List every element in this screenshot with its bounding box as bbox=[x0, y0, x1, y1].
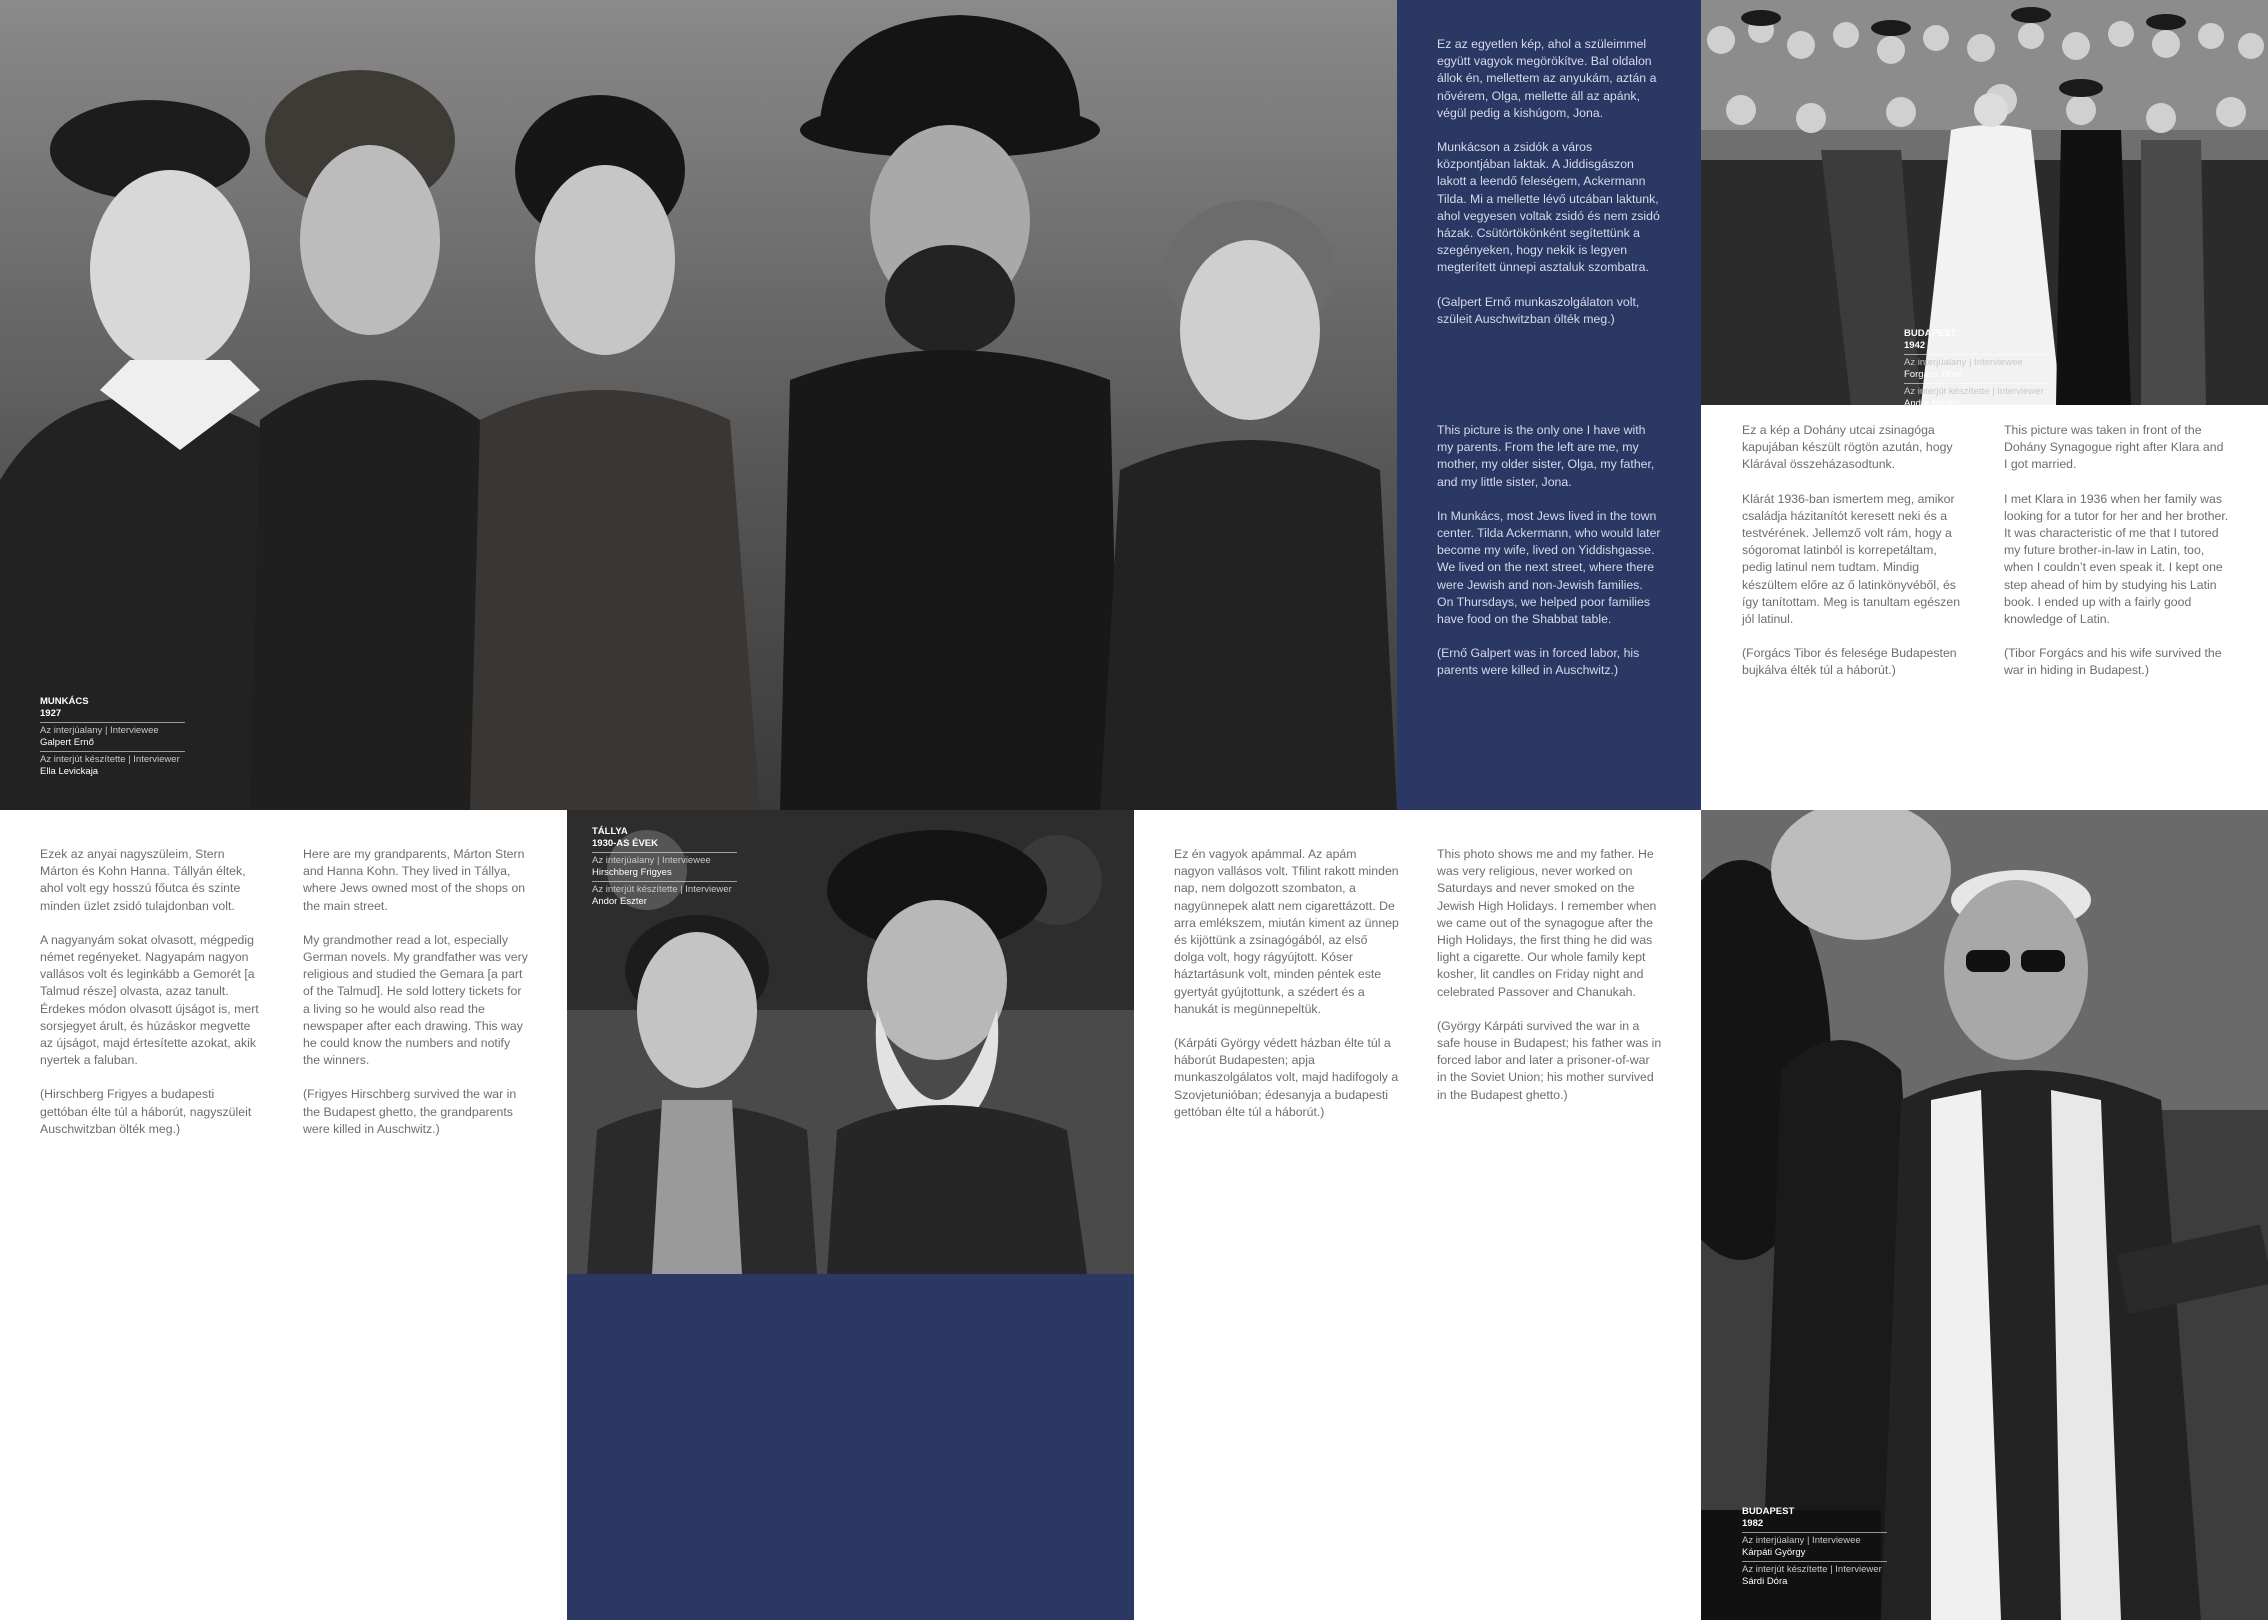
caption-year: 1930-AS ÉVEK bbox=[592, 837, 659, 849]
text-karpati-english bbox=[1437, 846, 1662, 1121]
text-forgacs-hungarian bbox=[1742, 422, 1967, 697]
paragraph: Ez én vagyok apámmal. Az apám nagyon vallásos volt. Tfilint rakott minden nap, nem dolgozott szombaton, a nagyünnepek alatt nem cigarettázott. De arra emlékszem, miután kiment az ünnep és kijöttünk a zsinagógából, az első dolga volt, hogy rágyújtott. Kóser háztartásunk volt, minden péntek este gyertyát gyújtottunk, a szédert és a hanukát is megünnepeltük. bbox=[1174, 847, 1399, 1016]
caption-budapest-1982 bbox=[1742, 1506, 1887, 1587]
caption-interviewee: Galpert Ernő bbox=[40, 736, 94, 748]
caption-divider bbox=[1742, 1532, 1887, 1533]
paragraph: (Frigyes Hirschberg survived the war in the Budapest ghetto, the grandparents were killed in Auschwitz.) bbox=[303, 1087, 517, 1136]
navy-panel-bottom bbox=[567, 1274, 1134, 1620]
caption-interviewer: Andor Eszter bbox=[592, 895, 647, 907]
paragraph: My grandmother read a lot, especially German novels. My grandfather was very religious and studied the Gemara [a part of the Talmud]. He sold lottery tickets for a living so he would also read the newspaper after each drawing. This way he could know the numbers and notify the winners. bbox=[303, 932, 528, 1068]
caption-interviewee-role: Az interjúalany | Interviewee bbox=[592, 855, 711, 866]
paragraph: This photo shows me and my father. He was very religious, never worked on Saturdays and never smoked on the Jewish High Holidays. I remember when we came out of the synagogue after the High Holidays, the first thing he did was light a cigarette. Our whole family kept kosher, lit candles on Friday night and celebrated Passover and Chanukah. bbox=[1437, 847, 1657, 999]
paragraph: Munkácson a zsidók a város központjában laktak. A Jiddisgászon lakott a leendő feleségem, Ackermann Tilda. Mi a mellette lévő utcában laktunk, ahol vegyesen voltak zsidó és nem zsidó házak. Csütörtökönként segítettünk a szegényeken, hogy nekik is legyen megterített ünnepi asztaluk szombatra. bbox=[1437, 140, 1660, 275]
caption-tallya bbox=[592, 826, 737, 907]
caption-budapest-1942 bbox=[1904, 328, 2049, 409]
man-with-tallit-image bbox=[1701, 810, 2268, 1620]
caption-interviewer: Sárdi Dóra bbox=[1742, 1575, 1788, 1587]
paragraph: This picture is the only one I have with my parents. From the left are me, my mother, my older sister, Olga, my father, and my little sister, Jona. bbox=[1437, 423, 1655, 489]
caption-divider bbox=[40, 722, 185, 723]
photo-munkacs-family bbox=[0, 0, 1397, 810]
caption-interviewer-role: Az interjút készítette | Interviewer bbox=[1904, 386, 2044, 397]
text-hirschberg-hungarian bbox=[40, 846, 265, 1155]
caption-interviewee-role: Az interjúalany | Interviewee bbox=[1904, 357, 2023, 368]
caption-place: BUDAPEST bbox=[1904, 328, 1957, 339]
paragraph: (Galpert Ernő munkaszolgálaton volt, szüleit Auschwitzban ölték meg.) bbox=[1437, 294, 1640, 326]
photo-budapest-1982 bbox=[1701, 810, 2268, 1620]
caption-interviewer-role: Az interjút készítette | Interviewer bbox=[592, 884, 732, 895]
caption-divider bbox=[1904, 354, 2049, 355]
text-hirschberg-english bbox=[303, 846, 528, 1155]
paragraph: In Munkács, most Jews lived in the town center. Tilda Ackermann, who would later become my wife, lived on Yiddishgasse. We lived on the next street, where there were Jewish and non-Jewish families. On Thursdays, we helped poor families have food on the Shabbat table. bbox=[1437, 508, 1661, 627]
caption-interviewer: Ella Levickaja bbox=[40, 765, 99, 777]
caption-munkacs bbox=[40, 696, 185, 777]
paragraph: (György Kárpáti survived the war in a safe house in Budapest; his father was in forced labor and later a prisoner-of-war in the Soviet Union; his mother survived in the Budapest ghetto.) bbox=[1437, 1018, 1662, 1102]
caption-divider bbox=[1904, 383, 2049, 384]
paragraph: This picture was taken in front of the Dohány Synagogue right after Klara and I got married. bbox=[2004, 423, 2224, 472]
caption-interviewee: Forgács Tibor bbox=[1904, 368, 1963, 380]
family-portrait-image bbox=[0, 0, 1397, 810]
caption-interviewer-role: Az interjút készítette | Interviewer bbox=[1742, 1564, 1882, 1575]
text-forgacs-english bbox=[2004, 422, 2229, 697]
caption-interviewee: Hirschberg Frigyes bbox=[592, 866, 672, 878]
paragraph: (Ernő Galpert was in forced labor, his parents were killed in Auschwitz.) bbox=[1437, 646, 1640, 678]
caption-interviewee-role: Az interjúalany | Interviewee bbox=[1742, 1535, 1861, 1546]
text-galpert-hungarian bbox=[1437, 36, 1662, 345]
paragraph: (Kárpáti György védett házban élte túl a háborút Budapesten; apja munkaszolgálatos volt, majd hadifogoly a Szovjetunióban; édesanyja a budapesti gettóban élte túl a háborút.) bbox=[1174, 1036, 1399, 1119]
caption-divider bbox=[40, 751, 185, 752]
paragraph: (Tibor Forgács and his wife survived the war in hiding in Budapest.) bbox=[2004, 646, 2222, 678]
caption-place: MUNKÁCS bbox=[40, 696, 89, 707]
caption-place: TÁLLYA bbox=[592, 826, 628, 837]
caption-interviewer-role: Az interjút készítette | Interviewer bbox=[40, 754, 180, 765]
caption-year: 1982 bbox=[1742, 1517, 1764, 1529]
text-galpert-english bbox=[1437, 422, 1662, 697]
paragraph: Ez az egyetlen kép, ahol a szüleimmel együtt vagyok megörökítve. Bal oldalon állok én, mellettem az anyukám, aztán a nővérem, Olga, mellette áll az apánk, végül pedig a kishúgom, Jona. bbox=[1437, 37, 1657, 120]
paragraph: (Hirschberg Frigyes a budapesti gettóban élte túl a háborút, nagyszüleit Auschwitzban ölték meg.) bbox=[40, 1087, 252, 1136]
paragraph: (Forgács Tibor és felesége Budapesten bujkálva élték túl a háborút.) bbox=[1742, 646, 1957, 678]
caption-interviewee-role: Az interjúalany | Interviewee bbox=[40, 725, 159, 736]
paragraph: Ez a kép a Dohány utcai zsinagóga kapujában készült rögtön azután, hogy Klárával összeházasodtunk. bbox=[1742, 423, 1953, 472]
text-karpati-hungarian bbox=[1174, 846, 1399, 1138]
caption-interviewer: Andor Mihály bbox=[1904, 397, 1960, 409]
caption-interviewee: Kárpáti György bbox=[1742, 1546, 1806, 1558]
paragraph: A nagyanyám sokat olvasott, mégpedig német regényeket. Nagyapám nagyon vallásos volt és leginkább a Gemorét [a Talmud része] olvasta, azaz tanult. Érdekes módon olvasott újságot is, mert sorsjegyet árult, és húzáskor megvette az újságot, majd értesítette azokat, akik nyertek a faluban. bbox=[40, 932, 259, 1068]
caption-divider bbox=[592, 852, 737, 853]
caption-divider bbox=[592, 881, 737, 882]
paragraph: I met Klara in 1936 when her family was looking for a tutor for her and her brother. It was characteristic of me that I tutored my future brother-in-law in Latin, too, when I couldn’t even speak it. I kept one step ahead of him by studying his Latin book. I ended up with a fairly good knowledge of Latin. bbox=[2004, 491, 2229, 627]
paragraph: Ezek az anyai nagyszüleim, Stern Márton és Kohn Hanna. Tállyán éltek, ahol volt egy hosszú főutca és szinte minden üzlet zsidó tulajdonban volt. bbox=[40, 847, 246, 913]
caption-year: 1927 bbox=[40, 707, 62, 719]
caption-place: BUDAPEST bbox=[1742, 1506, 1795, 1517]
caption-year: 1942 bbox=[1904, 339, 1926, 351]
caption-divider bbox=[1742, 1561, 1887, 1562]
paragraph: Here are my grandparents, Márton Stern and Hanna Kohn. They lived in Tállya, where Jews owned most of the shops on the main street. bbox=[303, 847, 526, 913]
paragraph: Klárát 1936-ban ismertem meg, amikor családja házitanítót keresett neki és a testvérének. Jellemző volt rám, hogy a sógoromat latinból is korrepetáltam, pedig latinul nem tudtam. Mindig készültem előre az ő latinkönyvéből, és így tanítottam. Meg is tanultam egészen jól latinul. bbox=[1742, 491, 1961, 627]
